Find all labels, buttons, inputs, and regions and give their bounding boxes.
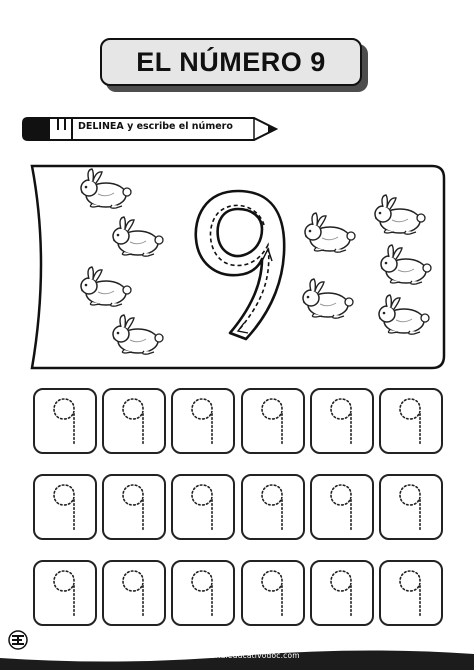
dotted-nine-icon <box>258 567 288 619</box>
dotted-nine-icon <box>119 395 149 447</box>
tracing-cell[interactable] <box>102 474 166 540</box>
dotted-nine-icon <box>396 395 426 447</box>
tracing-cell[interactable] <box>33 560 97 626</box>
tracing-cell[interactable] <box>102 388 166 454</box>
rabbit-icon <box>296 212 358 256</box>
tracing-cell[interactable] <box>33 474 97 540</box>
dotted-nine-icon <box>327 567 357 619</box>
rabbit-icon <box>294 278 356 322</box>
tracing-cell[interactable] <box>171 474 235 540</box>
rabbit-icon <box>104 216 166 260</box>
tracing-cell[interactable] <box>379 474 443 540</box>
tracing-cell[interactable] <box>171 560 235 626</box>
logo-icon <box>9 631 27 649</box>
practice-row <box>33 560 443 626</box>
tracing-nine-icon <box>188 183 292 345</box>
tracing-cell[interactable] <box>171 388 235 454</box>
dotted-nine-icon <box>396 481 426 533</box>
dotted-nine-icon <box>50 481 80 533</box>
footer-website: www.materialeducativodoc.com <box>174 651 300 660</box>
dotted-nine-icon <box>327 395 357 447</box>
tracing-cell[interactable] <box>33 388 97 454</box>
tracing-cell[interactable] <box>241 388 305 454</box>
dotted-nine-icon <box>327 481 357 533</box>
footer-bar <box>0 630 474 670</box>
rabbit-icon <box>72 266 134 310</box>
dotted-nine-icon <box>188 395 218 447</box>
tracing-cell[interactable] <box>102 560 166 626</box>
tracing-cell[interactable] <box>379 560 443 626</box>
instruction-text: DELINEA y escribe el número <box>78 121 233 132</box>
tracing-cell[interactable] <box>379 388 443 454</box>
rabbit-icon <box>372 244 434 288</box>
page-title: EL NÚMERO 9 <box>100 38 362 86</box>
tracing-cell[interactable] <box>310 388 374 454</box>
tracing-cell[interactable] <box>241 560 305 626</box>
tracing-cell[interactable] <box>241 474 305 540</box>
practice-row <box>33 388 443 454</box>
dotted-nine-icon <box>50 395 80 447</box>
rabbit-icon <box>104 314 166 358</box>
rabbit-icon <box>366 194 428 238</box>
dotted-nine-icon <box>119 567 149 619</box>
dotted-nine-icon <box>258 481 288 533</box>
dotted-nine-icon <box>50 567 80 619</box>
tracing-cell[interactable] <box>310 474 374 540</box>
dotted-nine-icon <box>119 481 149 533</box>
practice-row <box>33 474 443 540</box>
dotted-nine-icon <box>188 567 218 619</box>
dotted-nine-icon <box>188 481 218 533</box>
dotted-nine-icon <box>258 395 288 447</box>
rabbit-icon <box>72 168 134 212</box>
title-banner <box>100 38 368 92</box>
dotted-nine-icon <box>396 567 426 619</box>
rabbit-icon <box>370 294 432 338</box>
tracing-cell[interactable] <box>310 560 374 626</box>
